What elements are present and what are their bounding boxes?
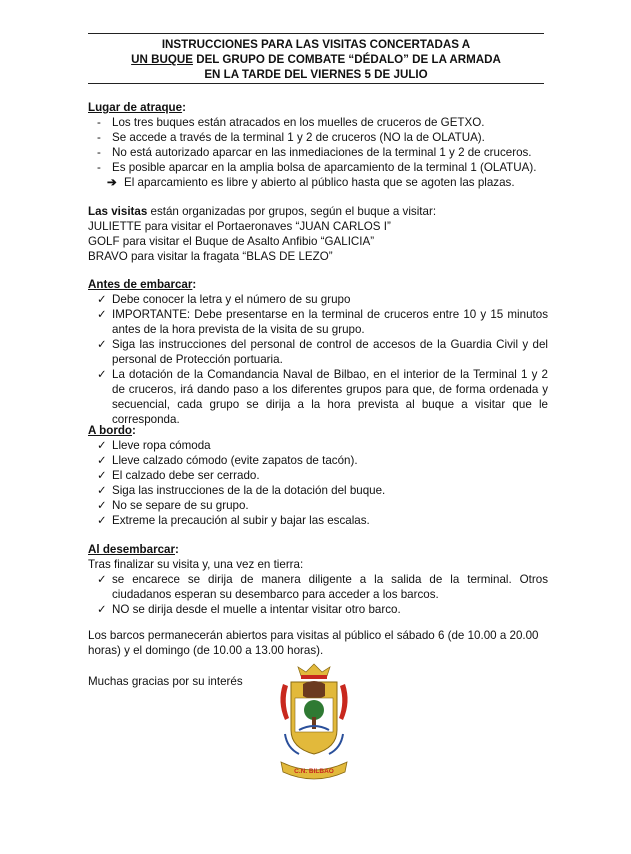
list-item: ✓ No se separe de su grupo. <box>97 499 249 512</box>
list-item: ✓ Extreme la precaución al subir y bajar las escalas. <box>97 514 370 527</box>
dash-marker: - <box>97 131 101 144</box>
list-item: ✓ Lleve ropa cómoda <box>97 439 211 452</box>
visitas-intro: Las visitas están organizadas por grupos, según el buque a visitar: <box>88 205 437 218</box>
section-heading: Al desembarcar: <box>88 543 179 556</box>
group-juliette: JULIETTE para visitar el Portaeronaves “JUAN CARLOS I” <box>88 220 391 233</box>
check-icon: ✓ <box>97 454 107 467</box>
list-item: - Es posible aparcar en la amplia bolsa de aparcamiento de la terminal 1 (OLATUA). <box>97 161 537 174</box>
dash-marker: - <box>97 161 101 174</box>
title-line-2 <box>88 52 544 67</box>
check-icon: ✓ <box>97 293 107 306</box>
check-icon: ✓ <box>97 484 107 497</box>
desembarcar-intro: Tras finalizar su visita y, una vez en tierra: <box>88 558 304 571</box>
list-item: ✓ NO se dirija desde el muelle a intentar visitar otro barco. <box>97 603 401 616</box>
section-atraque <box>88 100 548 190</box>
list-item: ✓ Siga las instrucciones de la de la dotación del buque. <box>97 484 386 497</box>
section-abordo <box>88 423 548 528</box>
check-icon: ✓ <box>97 338 107 351</box>
title-underlined-text: UN BUQUE <box>131 53 193 66</box>
document-title <box>88 37 544 82</box>
check-icon: ✓ <box>97 308 107 321</box>
check-icon: ✓ <box>97 499 107 512</box>
check-icon: ✓ <box>97 573 107 586</box>
group-golf: GOLF para visitar el Buque de Asalto Anfibio “GALICIA” <box>88 235 375 248</box>
section-antes <box>88 277 548 427</box>
naval-command-crest-icon <box>275 662 353 784</box>
dash-marker: - <box>97 146 101 159</box>
section-desembarcar <box>88 542 548 617</box>
title-top-rule <box>88 33 544 34</box>
list-item: - No está autorizado aparcar en las inmediaciones de la terminal 1 y 2 de cruceros. <box>97 146 532 159</box>
section-heading: Las visitas <box>88 205 148 218</box>
list-item: ✓ La dotación de la Comandancia Naval de Bilbao, en el interior de la Terminal 1 y 2 de cruceros, irá dando paso a los diferentes grupos para que, de forma ordenada y secuencial, cada grupo se dirija a la hora prevista al buque a visitar que le corresponda. <box>97 368 548 426</box>
section-heading: Antes de embarcar: <box>88 278 197 291</box>
list-item: ✓ El calzado debe ser cerrado. <box>97 469 260 482</box>
check-icon: ✓ <box>97 514 107 527</box>
check-icon: ✓ <box>97 439 107 452</box>
title-line-2-rest: DEL GRUPO DE COMBATE “DÉDALO” DE LA ARMADA <box>192 53 501 66</box>
check-icon: ✓ <box>97 603 107 616</box>
parking-note: ➔ El aparcamiento es libre y abierto al público hasta que se agoten las plazas. <box>107 176 515 189</box>
title-bottom-rule <box>88 83 544 84</box>
title-line-3: EN LA TARDE DEL VIERNES 5 DE JULIO <box>204 68 428 81</box>
thanks-line: Muchas gracias por su interés <box>88 675 243 688</box>
list-item: ✓ se encarece se dirija de manera diligente a la salida de la terminal. Otros ciudadanos esperan su desembarco para acceder a los barcos. <box>97 573 548 601</box>
title-line-1: INSTRUCCIONES PARA LAS VISITAS CONCERTADAS A <box>161 38 471 51</box>
list-item: ✓ IMPORTANTE: Debe presentarse en la terminal de cruceros entre 10 y 15 minutos antes de la hora prevista de la visita de su grupo. <box>97 308 548 336</box>
arrow-icon: ➔ <box>107 176 117 189</box>
dash-marker: - <box>97 116 101 129</box>
list-item: - Se accede a través de la terminal 1 y 2 de cruceros (NO la de OLATUA). <box>97 131 485 144</box>
check-icon: ✓ <box>97 368 107 381</box>
group-bravo: BRAVO para visitar la fragata “BLAS DE LEZO” <box>88 250 333 263</box>
closing-paragraph: Los barcos permanecerán abiertos para visitas al público el sábado 6 (de 10.00 a 20.00 horas) y el domingo (de 10.00 a 13.00 horas). <box>88 629 539 657</box>
list-item: ✓ Debe conocer la letra y el número de su grupo <box>97 293 351 306</box>
check-icon: ✓ <box>97 469 107 482</box>
crest-label: C.N. BILBAO <box>294 768 334 775</box>
section-heading: Lugar de atraque: <box>88 101 186 114</box>
list-item: - Los tres buques están atracados en los muelles de cruceros de GETXO. <box>97 116 485 129</box>
section-heading: A bordo: <box>88 424 136 437</box>
list-item: ✓ Lleve calzado cómodo (evite zapatos de tacón). <box>97 454 358 467</box>
list-item: ✓ Siga las instrucciones del personal de control de accesos de la Guardia Civil y del personal de Protección portuaria. <box>97 338 548 366</box>
section-visitas <box>88 204 548 264</box>
